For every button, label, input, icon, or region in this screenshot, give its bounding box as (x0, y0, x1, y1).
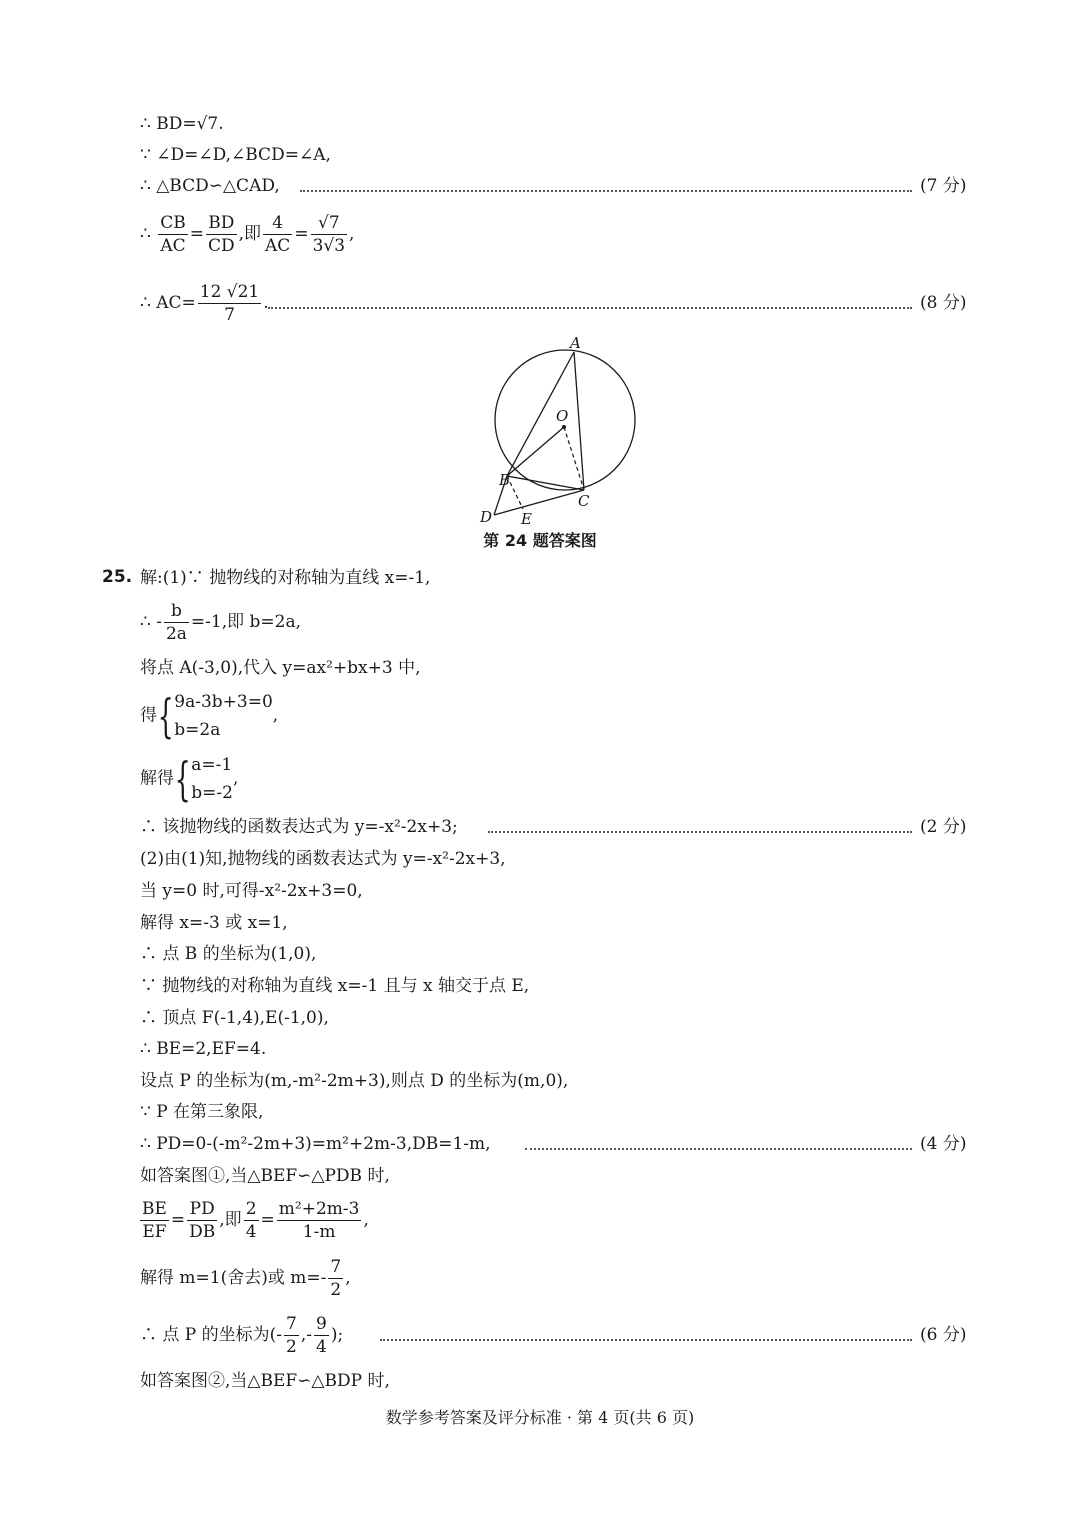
text-segment: , (272, 705, 279, 726)
denominator: 7 (224, 305, 235, 325)
score-leader-dots (380, 1339, 912, 1341)
text-segment: , (345, 1268, 351, 1288)
equation-system (174, 688, 273, 744)
equation: b=2a (174, 720, 221, 740)
segment-oc-dashed (564, 427, 584, 490)
numerator: m²+2m-3 (278, 1199, 360, 1219)
label-c: C (578, 492, 590, 510)
fraction-equation-line (140, 1256, 351, 1301)
numerator: 4 (263, 212, 292, 235)
text-segment: = (260, 1210, 275, 1230)
score-leader-dots (268, 307, 912, 309)
numerator: PD (187, 1198, 217, 1221)
label-o: O (556, 407, 569, 425)
text-segment: = (170, 1210, 186, 1230)
fraction (284, 1313, 299, 1358)
solution-line: ∴ PD=0-(-m²-2m+3)=m²+2m-3,DB=1-m, (140, 1134, 491, 1154)
segment-bo (507, 427, 564, 476)
solution-line: 设点 P 的坐标为(m,-m²-2m+3),则点 D 的坐标为(m,0), (140, 1071, 569, 1091)
solution-line: ∴ 该抛物线的函数表达式为 y=-x²-2x+3; (140, 817, 458, 837)
numerator: CB (160, 213, 186, 233)
segment-dc (494, 490, 584, 515)
solution-line: 解得 x=-3 或 x=1, (140, 913, 288, 933)
text-segment: 得 (140, 705, 157, 726)
point-o (562, 425, 566, 429)
fraction (187, 1198, 217, 1243)
text-segment: = (189, 224, 204, 244)
score-mark: (8 分) (920, 293, 967, 313)
fraction (314, 1313, 329, 1358)
fraction-equation-line (140, 1198, 369, 1243)
numerator: 7 (286, 1314, 297, 1334)
label-e: E (521, 510, 532, 527)
numerator: BD (206, 212, 237, 235)
solution-line: 解:(1)∵ 抛物线的对称轴为直线 x=-1, (140, 568, 431, 588)
numerator: 7 (330, 1257, 342, 1277)
solution-line: 将点 A(-3,0),代入 y=ax²+bx+3 中, (140, 658, 421, 678)
fraction (311, 212, 347, 257)
fraction (164, 600, 189, 645)
text-segment: ∴ - (140, 612, 162, 632)
solution-line: ∵ 抛物线的对称轴为直线 x=-1 且与 x 轴交于点 E, (140, 976, 530, 996)
text-segment: 解得 (140, 768, 174, 789)
text-segment: ,即 (238, 224, 262, 244)
denominator: AC (265, 236, 291, 256)
solution-line: ∴ 点 B 的坐标为(1,0), (140, 944, 317, 964)
equation-system-line (140, 688, 278, 744)
fraction (328, 1256, 343, 1301)
denominator: CD (207, 236, 235, 256)
score-leader-dots (300, 190, 912, 192)
question-number: 25. (102, 567, 133, 587)
fraction-equation-line (140, 212, 354, 257)
text-segment: , (232, 768, 239, 789)
fraction (158, 212, 188, 257)
numerator: √7 (311, 212, 347, 235)
denominator: 1-m (302, 1222, 336, 1242)
denominator: DB (189, 1222, 216, 1242)
score-leader-dots (525, 1148, 912, 1150)
text-segment: . (263, 293, 269, 313)
denominator: 3√3 (312, 236, 346, 256)
solution-line: 如答案图②,当△BEF∽△BDP 时, (140, 1371, 390, 1391)
equation-system (191, 751, 233, 807)
fraction (206, 212, 237, 257)
score-mark: (7 分) (920, 176, 967, 196)
solution-line: ∵ P 在第三象限, (140, 1102, 264, 1122)
equation: 9a-3b+3=0 (174, 692, 273, 712)
denominator: 2 (286, 1337, 297, 1357)
text-segment: = (294, 224, 309, 244)
denominator: AC (160, 236, 186, 256)
text-segment: ,即 (219, 1210, 242, 1230)
equation-system-line (140, 751, 238, 807)
text-segment: ∴ (140, 224, 157, 244)
denominator: 2a (165, 624, 187, 644)
score-mark: (6 分) (920, 1325, 967, 1345)
fraction (277, 1198, 362, 1243)
text-segment: , (349, 224, 355, 244)
solution-line: ∴ △BCD∽△CAD, (140, 176, 280, 196)
numerator: BE (142, 1199, 167, 1219)
equation: a=-1 (191, 755, 233, 775)
text-segment: ∴ 点 P 的坐标为(- (140, 1325, 283, 1345)
solution-line: ∵ ∠D=∠D,∠BCD=∠A, (140, 145, 331, 165)
segment-ac (574, 352, 584, 490)
score-leader-dots (488, 831, 912, 833)
fraction-equation-line (140, 600, 301, 645)
label-d: D (480, 508, 493, 526)
solution-line: 当 y=0 时,可得-x²-2x+3=0, (140, 881, 363, 901)
text-segment: 解得 m=1(舍去)或 m=- (140, 1268, 327, 1288)
solution-line: 如答案图①,当△BEF∽△PDB 时, (140, 1166, 390, 1186)
label-a: A (570, 335, 581, 352)
numerator: 9 (316, 1314, 327, 1334)
page-footer: 数学参考答案及评分标准 · 第 4 页(共 6 页) (385, 1408, 695, 1427)
numerator: b (164, 600, 189, 623)
fraction-equation-line (140, 1313, 343, 1358)
solution-line: (2)由(1)知,抛物线的函数表达式为 y=-x²-2x+3, (140, 849, 506, 869)
text-segment: ∴ AC= (140, 293, 196, 313)
score-mark: (4 分) (920, 1134, 967, 1154)
fraction (244, 1198, 259, 1243)
denominator: EF (142, 1222, 167, 1242)
text-segment: ); (330, 1325, 344, 1345)
fraction (140, 1198, 169, 1243)
figure-caption: 第 24 题答案图 (483, 531, 597, 550)
text-segment: ,- (300, 1325, 313, 1345)
denominator: 4 (316, 1337, 327, 1357)
numerator: 12 √21 (199, 282, 260, 302)
text-segment: =-1,即 b=2a, (190, 612, 302, 632)
geometry-figure (470, 335, 650, 527)
solution-line: ∴ BE=2,EF=4. (140, 1039, 267, 1059)
equation: b=-2 (191, 783, 233, 803)
solution-line: ∴ 顶点 F(-1,4),E(-1,0), (140, 1008, 329, 1028)
text-segment: , (363, 1210, 369, 1230)
label-b: B (499, 471, 511, 489)
denominator: 2 (330, 1280, 342, 1300)
fraction (263, 212, 292, 257)
brace: { (157, 689, 174, 743)
brace: { (174, 752, 191, 806)
fraction (198, 281, 262, 326)
solution-line: ∴ BD=√7. (140, 114, 224, 134)
fraction-equation-line (140, 281, 269, 326)
denominator: 4 (245, 1222, 257, 1242)
score-mark: (2 分) (920, 817, 967, 837)
numerator: 2 (245, 1199, 257, 1219)
